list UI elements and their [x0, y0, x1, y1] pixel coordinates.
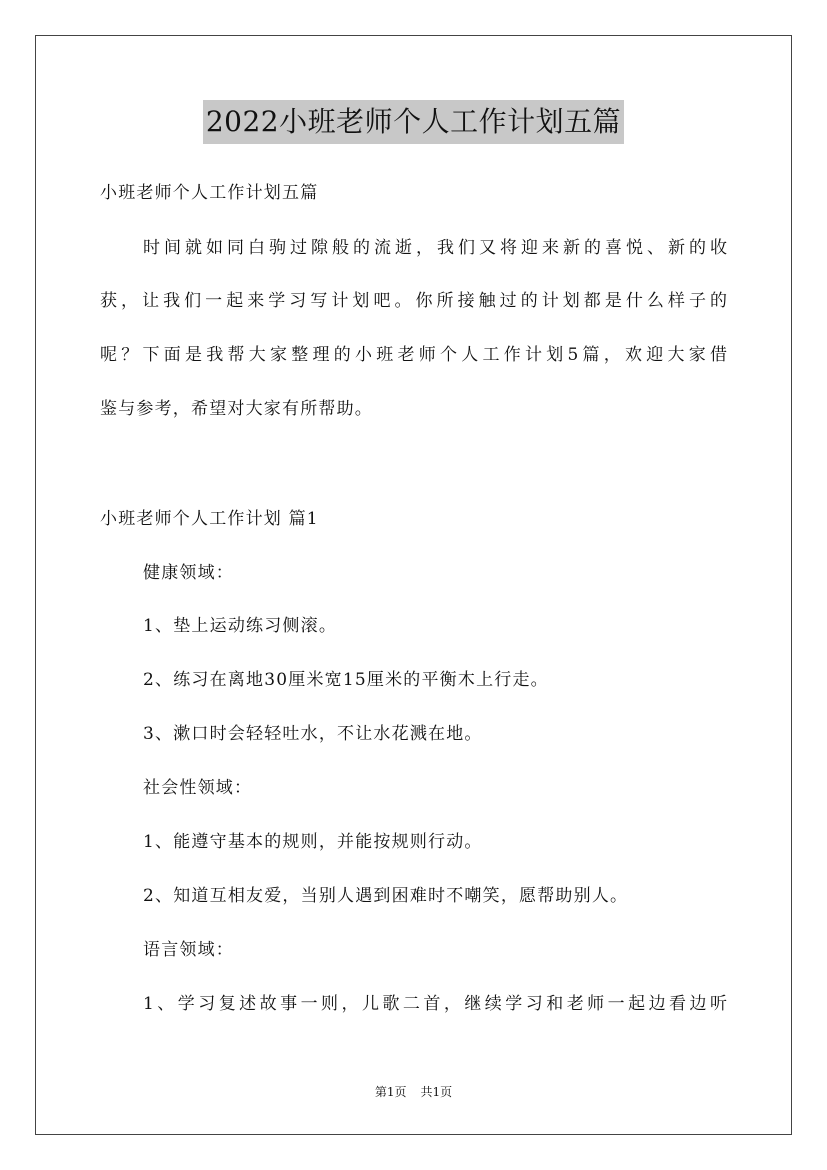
- section-heading: 小班老师个人工作计划 篇1: [100, 509, 319, 529]
- body-line-1: 健康领域：: [143, 563, 234, 583]
- body-line-5: 社会性领域：: [143, 778, 253, 798]
- body-line-7: 2、知道互相友爱，当别人遇到困难时不嘲笑，愿帮助别人。: [143, 886, 629, 906]
- page-footer: [0, 1084, 827, 1100]
- body-line-4: 3、漱口时会轻轻吐水，不让水花溅在地。: [143, 724, 483, 744]
- document-subtitle: 小班老师个人工作计划五篇: [100, 183, 319, 203]
- title-container: [0, 100, 827, 144]
- body-line-8: 语言领域：: [143, 940, 234, 960]
- body-line-9: 1、学习复述故事一则，儿歌二首，继续学习和老师一起边看边听: [143, 994, 727, 1014]
- intro-line-2: 获，让我们一起来学习写计划吧。你所接触过的计划都是什么样子的: [100, 291, 727, 311]
- page-number: 第1页: [374, 1085, 407, 1099]
- body-line-3: 2、练习在离地30厘米宽15厘米的平衡木上行走。: [143, 670, 549, 690]
- intro-line-1: 时间就如同白驹过隙般的流逝，我们又将迎来新的喜悦、新的收: [143, 238, 727, 258]
- document-title: 2022小班老师个人工作计划五篇: [203, 100, 624, 144]
- intro-line-4: 鉴与参考，希望对大家有所帮助。: [100, 399, 373, 419]
- body-line-6: 1、能遵守基本的规则，并能按规则行动。: [143, 832, 483, 852]
- intro-line-3: 呢？下面是我帮大家整理的小班老师个人工作计划5篇，欢迎大家借: [100, 345, 727, 365]
- body-line-2: 1、垫上运动练习侧滚。: [143, 616, 338, 636]
- page-total: 共1页: [420, 1085, 453, 1099]
